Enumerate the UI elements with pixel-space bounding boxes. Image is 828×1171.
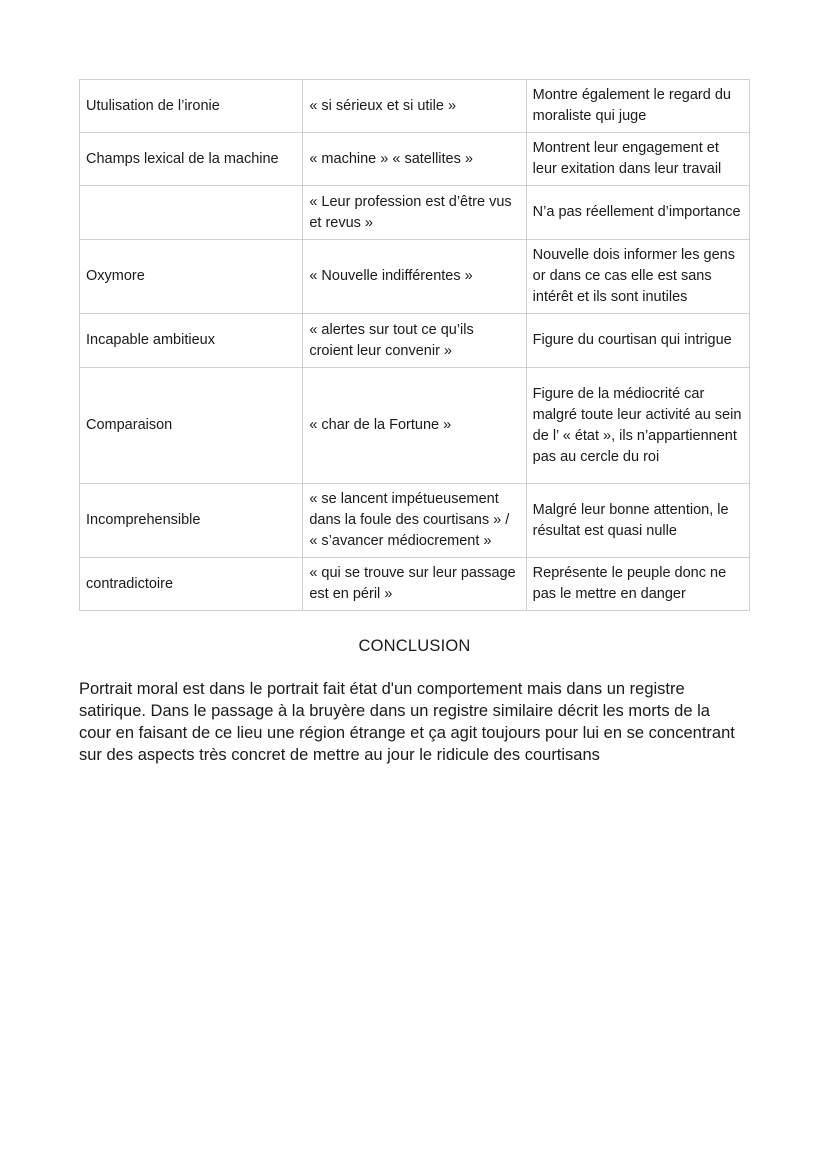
table-row	[80, 186, 750, 240]
citation-cell: « char de la Fortune »	[303, 368, 526, 484]
interpretation-cell: Malgré leur bonne attention, le résultat est quasi nulle	[526, 484, 749, 558]
conclusion-paragraph: Portrait moral est dans le portrait fait état d'un comportement mais dans un registre satirique. Dans le passage à la bruyère dans un registre similaire décrit les morts de la cour en faisant de ce lieu une région étrange et ça agit toujours pour lui en se concentrant sur des aspects très concret de mettre au jour le ridicule des courtisans	[79, 680, 735, 764]
table-row	[80, 133, 750, 186]
citation-cell: « Leur profession est d’être vus et revus »	[303, 186, 526, 240]
figure-cell: Utulisation de l’ironie	[80, 80, 303, 133]
figure-cell: contradictoire	[80, 558, 303, 611]
citation-cell: « alertes sur tout ce qu’ils croient leur convenir »	[303, 314, 526, 368]
interpretation-cell: Montre également le regard du moraliste qui juge	[526, 80, 749, 133]
figure-cell: Incapable ambitieux	[80, 314, 303, 368]
figure-cell: Incomprehensible	[80, 484, 303, 558]
table-row	[80, 314, 750, 368]
conclusion-heading: CONCLUSION	[358, 637, 471, 655]
interpretation-cell: Montrent leur engagement et leur exitation dans leur travail	[526, 133, 749, 186]
table-row	[80, 484, 750, 558]
figure-cell: Oxymore	[80, 240, 303, 314]
interpretation-cell: N’a pas réellement d’importance	[526, 186, 749, 240]
table-row	[80, 558, 750, 611]
table-row	[80, 80, 750, 133]
citation-cell: « si sérieux et si utile »	[303, 80, 526, 133]
figure-cell	[80, 186, 303, 240]
figure-cell: Comparaison	[80, 368, 303, 484]
interpretation-cell: Représente le peuple donc ne pas le mettre en danger	[526, 558, 749, 611]
citation-cell: « qui se trouve sur leur passage est en péril »	[303, 558, 526, 611]
interpretation-cell: Figure du courtisan qui intrigue	[526, 314, 749, 368]
table-row	[80, 240, 750, 314]
interpretation-cell: Nouvelle dois informer les gens or dans ce cas elle est sans intérêt et ils sont inutiles	[526, 240, 749, 314]
figure-cell: Champs lexical de la machine	[80, 133, 303, 186]
citation-cell: « machine » « satellites »	[303, 133, 526, 186]
citation-cell: « se lancent impétueusement dans la foule des courtisans » / « s’avancer médiocrement »	[303, 484, 526, 558]
table-row	[80, 368, 750, 484]
interpretation-cell: Figure de la médiocrité car malgré toute leur activité au sein de l’ « état », ils n’appartiennent pas au cercle du roi	[526, 368, 749, 484]
citation-cell: « Nouvelle indifférentes »	[303, 240, 526, 314]
analysis-table	[79, 79, 750, 611]
